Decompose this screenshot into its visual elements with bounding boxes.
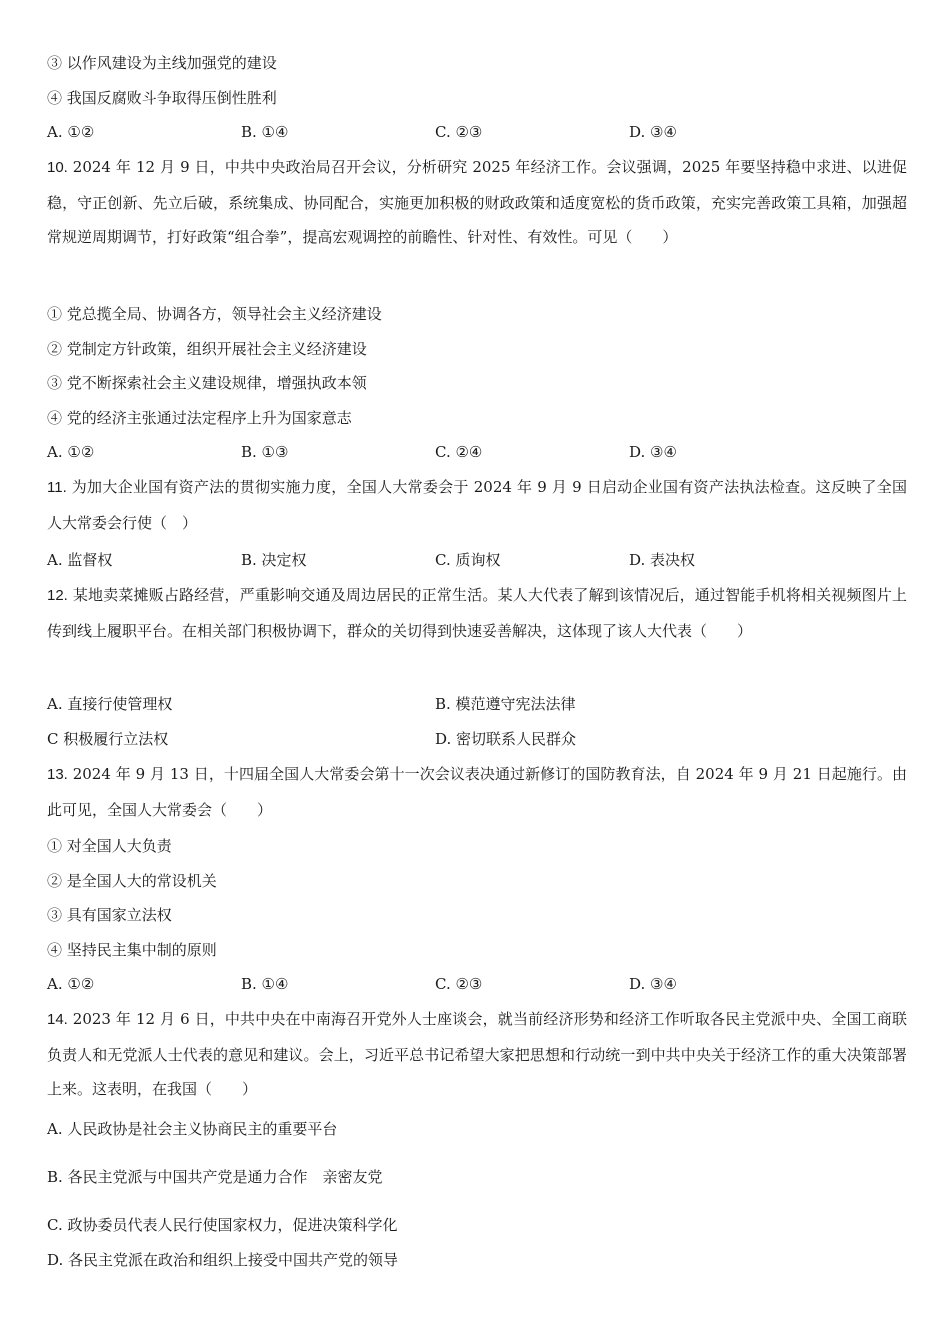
q13-options bbox=[47, 974, 907, 994]
q9-item-4: ④ 我国反腐败斗争取得压倒性胜利 bbox=[47, 89, 277, 107]
q10-option-d[interactable]: D. ③④ bbox=[629, 443, 677, 461]
q9-item-3: ③ 以作风建设为主线加强党的建设 bbox=[47, 54, 277, 72]
q14-option-b[interactable]: B. 各民主党派与中国共产党是通力合作 亲密友党 bbox=[47, 1168, 383, 1186]
q13-number: 13. bbox=[47, 766, 68, 783]
q12-options-row1 bbox=[47, 694, 907, 714]
q10-item-3: ③ 党不断探索社会主义建设规律，增强执政本领 bbox=[47, 374, 367, 392]
q12-option-c[interactable]: C 积极履行立法权 bbox=[47, 730, 169, 748]
q12-number: 12. bbox=[47, 587, 68, 604]
q14-number: 14. bbox=[47, 1011, 68, 1028]
q9-option-b[interactable]: B. ①④ bbox=[241, 123, 289, 141]
q11-stem bbox=[47, 470, 907, 540]
q10-stem bbox=[47, 150, 907, 255]
q12-stem bbox=[47, 578, 907, 648]
q11-number: 11. bbox=[47, 479, 67, 496]
q10-item-1: ① 党总揽全局、协调各方，领导社会主义经济建设 bbox=[47, 305, 382, 323]
q10-options bbox=[47, 442, 907, 462]
q12-stem-text: 某地卖菜摊贩占路经营，严重影响交通及周边居民的正常生活。某人大代表了解到该情况后，通过智能手机将相关视频图片上传到线上履职平台。在相关部门积极协调下，群众的关切得到快速妥善解决，这体现了该人大代表（ ） bbox=[47, 586, 907, 640]
q11-stem-text: 为加大企业国有资产法的贯彻实施力度，全国人大常委会于 2024 年 9 月 9 日启动企业国有资产法执法检查。这反映了全国人大常委会行使（ ） bbox=[47, 478, 907, 532]
q13-item-4: ④ 坚持民主集中制的原则 bbox=[47, 941, 217, 959]
q10-stem-text: 2024 年 12 月 9 日，中共中央政治局召开会议，分析研究 2025 年经济工作。会议强调，2025 年要坚持稳中求进、以进促稳，守正创新、先立后破，系统集成、协同配合，实施更加积极的财政政策和适度宽松的货币政策，充实完善政策工具箱，加强超常规逆周期调节，打好政策“组合拳”，提高宏观调控的前瞻性、针对性、有效性。可见（ ） bbox=[47, 158, 907, 246]
q9-option-a[interactable]: A. ①② bbox=[47, 123, 95, 141]
q12-options-row2 bbox=[47, 729, 907, 749]
q10-item-2: ② 党制定方针政策，组织开展社会主义经济建设 bbox=[47, 340, 367, 358]
q12-option-d[interactable]: D. 密切联系人民群众 bbox=[435, 730, 577, 748]
q13-item-2: ② 是全国人大的常设机关 bbox=[47, 872, 217, 890]
q13-option-c[interactable]: C. ②③ bbox=[435, 975, 483, 993]
q11-option-d[interactable]: D. 表决权 bbox=[629, 551, 696, 569]
q13-stem-text: 2024 年 9 月 13 日，十四届全国人大常委会第十一次会议表决通过新修订的国防教育法，自 2024 年 9 月 21 日起施行。由此可见，全国人大常委会（ ） bbox=[47, 765, 908, 819]
q10-option-c[interactable]: C. ②④ bbox=[435, 443, 483, 461]
q11-option-a[interactable]: A. 监督权 bbox=[47, 551, 113, 569]
q10-option-b[interactable]: B. ①③ bbox=[241, 443, 289, 461]
q9-option-c[interactable]: C. ②③ bbox=[435, 123, 483, 141]
q14-stem bbox=[47, 1002, 907, 1107]
q10-number: 10. bbox=[47, 159, 68, 176]
q9-option-d[interactable]: D. ③④ bbox=[629, 123, 677, 141]
q13-option-a[interactable]: A. ①② bbox=[47, 975, 95, 993]
q9-options bbox=[47, 122, 907, 142]
q13-stem bbox=[47, 757, 907, 827]
q11-option-c[interactable]: C. 质询权 bbox=[435, 551, 501, 569]
q14-stem-text: 2023 年 12 月 6 日，中共中央在中南海召开党外人士座谈会，就当前经济形势和经济工作听取各民主党派中央、全国工商联负责人和无党派人士代表的意见和建议。会上，习近平总书记希望大家把思想和行动统一到中共中央关于经济工作的重大决策部署上来。这表明，在我国（ ） bbox=[47, 1010, 907, 1098]
q14-option-a[interactable]: A. 人民政协是社会主义协商民主的重要平台 bbox=[47, 1120, 338, 1138]
q10-option-a[interactable]: A. ①② bbox=[47, 443, 95, 461]
q13-item-3: ③ 具有国家立法权 bbox=[47, 906, 172, 924]
q13-option-b[interactable]: B. ①④ bbox=[241, 975, 289, 993]
q11-option-b[interactable]: B. 决定权 bbox=[241, 551, 307, 569]
q11-options bbox=[47, 550, 907, 570]
q14-option-d[interactable]: D. 各民主党派在政治和组织上接受中国共产党的领导 bbox=[47, 1251, 399, 1269]
q12-option-a[interactable]: A. 直接行使管理权 bbox=[47, 695, 173, 713]
q12-option-b[interactable]: B. 模范遵守宪法法律 bbox=[435, 695, 576, 713]
q13-option-d[interactable]: D. ③④ bbox=[629, 975, 677, 993]
q14-option-c[interactable]: C. 政协委员代表人民行使国家权力，促进决策科学化 bbox=[47, 1216, 398, 1234]
q10-item-4: ④ 党的经济主张通过法定程序上升为国家意志 bbox=[47, 409, 352, 427]
q13-item-1: ① 对全国人大负责 bbox=[47, 837, 172, 855]
